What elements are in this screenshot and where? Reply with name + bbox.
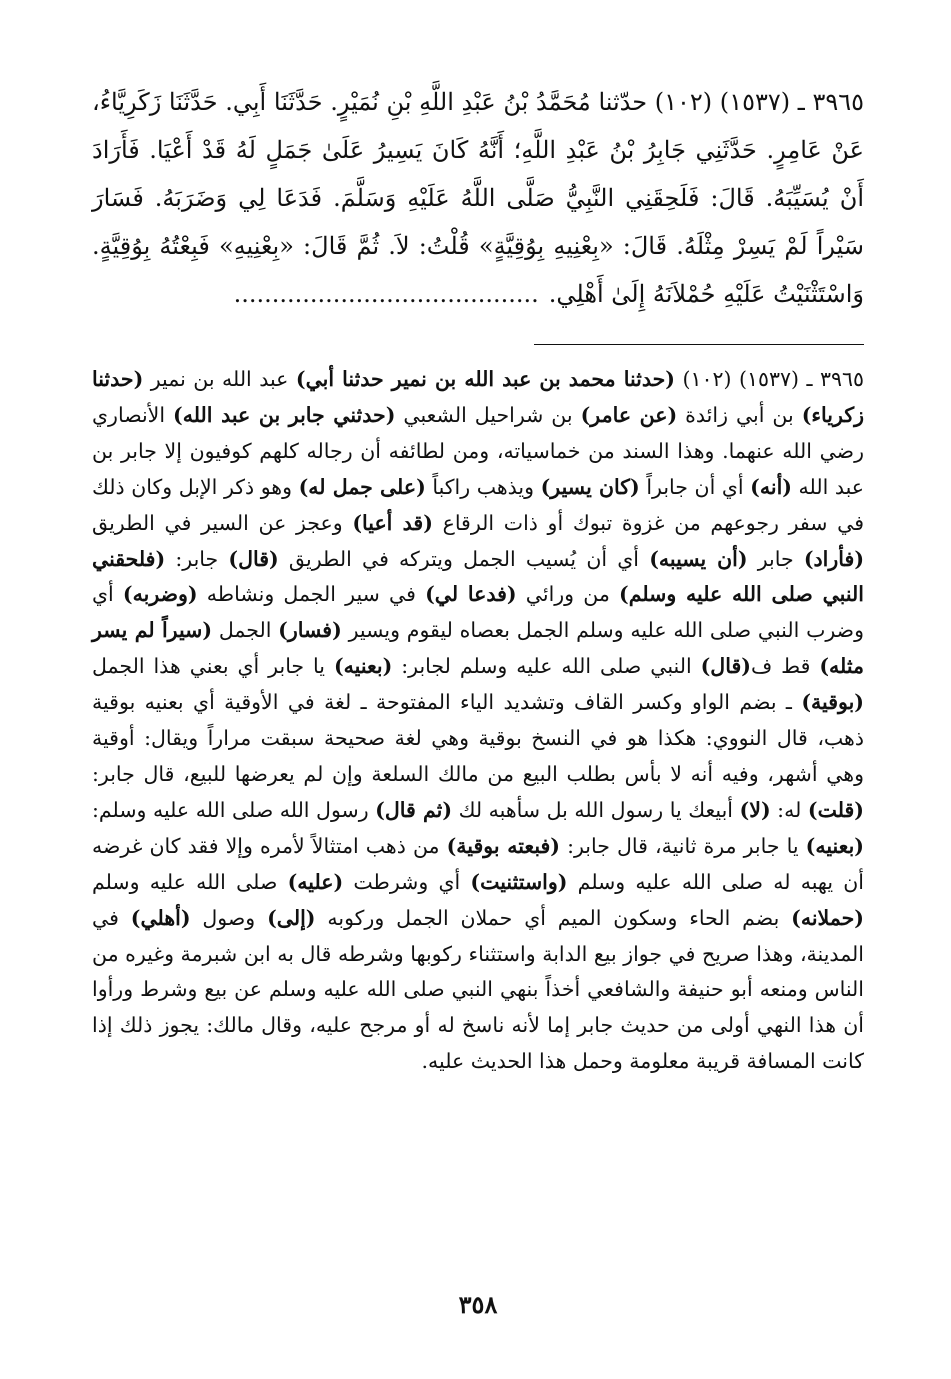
- commentary-quoted-phrase: (فأراد): [803, 546, 865, 571]
- commentary-quoted-phrase: (حدثنا زكرياء): [92, 367, 864, 427]
- commentary-run: عبد الله بن نمير: [143, 367, 296, 391]
- commentary-run: الجمل: [212, 618, 279, 643]
- commentary-run: جابر: [747, 546, 804, 571]
- commentary-quoted-phrase: (بوقية): [801, 690, 864, 715]
- commentary-quoted-phrase: (حدثني جابر بن عبد الله): [173, 402, 396, 427]
- commentary-quoted-phrase: (عليه): [287, 869, 344, 894]
- commentary-quoted-phrase: (قلت): [807, 797, 864, 822]
- hadith-body: ٣٩٦٥ ـ (١٥٣٧) (١٠٢) حدّثنا مُحَمَّدُ بْنُ عَبْدِ اللَّهِ بْنِ نُمَيْرٍ. حَدَّثَنَا أَبِي. حَدَّثَنَا زَكَرِيَّاءُ، عَنْ عَامِرٍ. حَدَّثَنِي جَابِرُ بْنُ عَبْدِ اللَّهِ؛ أَنَّهُ كَانَ يَسِيرُ عَلَىٰ جَمَلٍ لَهُ قَدْ أَعْيَا. فَأَرَادَ أَنْ يُسَيِّبَهُ. قَالَ: فَلَحِقَنِي النَّبِيُّ صَلَّى اللَّهُ عَلَيْهِ وَسَلَّمَ. فَدَعَا لِي وَضَرَبَهُ. فَسَارَ سَيْراً لَمْ يَسِرْ مِثْلَهُ. قَالَ: «بِعْنِيهِ بِوُقِيَّةٍ» قُلْتُ: لاَ. ثُمَّ قَالَ: «بِعْنِيهِ» فَبِعْتُهُ بِوُقِيَّةٍ. وَاسْتَثْنَيْتُ عَلَيْهِ حُمْلاَنَهُ إِلَىٰ أَهْلِي.: [92, 88, 865, 308]
- commentary-quoted-phrase: (أهلي): [130, 905, 191, 930]
- page-number: ٣٥٨: [458, 1290, 498, 1319]
- commentary-run: يا جابر أي بعني هذا الجمل: [92, 654, 334, 679]
- document-page: [92, 78, 864, 1318]
- commentary-run: في سير الجمل ونشاطه: [197, 582, 426, 607]
- commentary-run: بن أبي زائدة: [677, 402, 802, 427]
- commentary-run: وهو ذكر الإبل وكان ذلك في سفر رجوعهم من غزوة تبوك أو ذات الرقاع: [92, 474, 864, 535]
- commentary-quoted-phrase: (وضربه): [122, 582, 198, 607]
- commentary-run: أي أن جابراً: [639, 474, 751, 499]
- commentary-run: صلى الله عليه وسلم: [92, 869, 288, 894]
- commentary-quoted-phrase: (فلحقني النبي صلى الله عليه وسلم): [92, 546, 864, 607]
- commentary-quoted-phrase: (على جمل له): [298, 474, 426, 499]
- commentary-run: قط ف: [750, 654, 820, 679]
- commentary-quoted-phrase: (فبعته بوقية): [446, 833, 561, 858]
- commentary-quoted-phrase: (عن عامر): [580, 402, 678, 427]
- commentary-run: رسول الله صلى الله عليه وسلم:: [92, 797, 376, 822]
- commentary-quoted-phrase: (قال): [228, 546, 279, 571]
- commentary-run: جابر:: [165, 546, 229, 571]
- commentary-run: له:: [770, 797, 808, 822]
- commentary-quoted-phrase: (سيراً لم يسر مثله): [92, 618, 864, 679]
- commentary-quoted-phrase: (واستثنيت): [470, 869, 568, 894]
- hadith-ellipsis: ........................................: [233, 280, 539, 308]
- commentary-run: أبيعك يا رسول الله بل سأهبه لك: [452, 797, 740, 822]
- commentary-run: ويذهب راكباً: [425, 474, 541, 499]
- commentary-run: أي وضرب النبي صلى الله عليه وسلم الجمل بعصاه ليقوم ويسير: [92, 582, 864, 643]
- commentary-run: ٣٩٦٥ ـ (١٥٣٧) (١٠٢): [674, 367, 864, 391]
- commentary-quoted-phrase: (قال): [700, 654, 751, 679]
- commentary-quoted-phrase: (حدثنا محمد بن عبد الله بن نمير حدثنا أبي): [295, 367, 675, 391]
- commentary-run: الأنصاري رضي الله عنهما. وهذا السند من خماسياته، ومن لطائفه أن رجاله كلهم كوفيون إلا جابر بن عبد الله: [92, 402, 865, 499]
- commentary-run: في المدينة، وهذا صريح في جواز بيع الدابة واستثناء ركوبها وشرطه قال به ابن شبرمة وغيره من الناس ومنعه أبو حنيفة والشافعي أخذاً بنهي النبي صلى الله عليه وسلم عن بيع وشرط ورأوا أن هذا النهي أولى من حديث جابر إما لأنه ناسخ له أو مرجح عليه، وقال مالك: يجوز ذلك إذا كانت المسافة قريبة معلومة وحمل هذا الحديث عليه.: [92, 905, 864, 1074]
- commentary-run: يا جابر مرة ثانية، قال جابر:: [560, 833, 806, 858]
- hadith-text: [92, 78, 864, 318]
- commentary-quoted-phrase: (بعنيه): [333, 654, 393, 679]
- commentary-run: وعجز عن السير في الطريق: [92, 510, 353, 535]
- commentary-quoted-phrase: (حملانه): [791, 905, 864, 930]
- commentary-run: أي أن يُسيب الجمل ويتركه في الطريق: [278, 546, 650, 571]
- commentary-quoted-phrase: (أن يسيبه): [649, 546, 748, 571]
- commentary-text: [92, 362, 864, 1080]
- commentary-quoted-phrase: (كان يسير): [540, 474, 640, 499]
- commentary-run: من ذهب امتثالاً لأمره وإلا فقد كان غرضه أن يهبه له صلى الله عليه وسلم: [92, 833, 865, 894]
- commentary-quoted-phrase: (إلى): [267, 905, 316, 930]
- commentary-run: أي وشرطت: [343, 869, 471, 894]
- commentary-run: ـ بضم الواو وكسر القاف وتشديد الياء المفتوحة ـ لغة في الأوقية أي بعنيه بوقية ذهب، قال النووي: هكذا هو في النسخ بوقية وهي لغة صحيحة سبقت مراراً ويقال: أوقية وهي أشهر، وفيه أنه لا بأس بطلب البيع من مالك السلعة وإن لم يعرضها للبيع، قال جابر:: [92, 690, 864, 786]
- footnote-divider: [534, 344, 864, 345]
- commentary-quoted-phrase: (بعنيه): [805, 833, 864, 858]
- commentary-run: بضم الحاء وسكون الميم أي حملان الجمل وركوبه: [315, 905, 792, 930]
- commentary-run: النبي صلى الله عليه وسلم لجابر:: [392, 654, 701, 679]
- commentary-quoted-phrase: (فسار): [278, 618, 342, 643]
- commentary-run: من ورائي: [516, 582, 620, 607]
- commentary-quoted-phrase: (قد أعيا): [352, 510, 433, 535]
- commentary-quoted-phrase: (فدعا لي): [425, 582, 517, 607]
- commentary-quoted-phrase: (لا): [739, 797, 771, 822]
- commentary-run: بن شراحيل الشعبي: [395, 402, 581, 427]
- commentary-quoted-phrase: (ثم قال): [375, 797, 453, 822]
- commentary-run: وصول: [190, 905, 268, 930]
- commentary-quoted-phrase: (أنه): [750, 474, 792, 499]
